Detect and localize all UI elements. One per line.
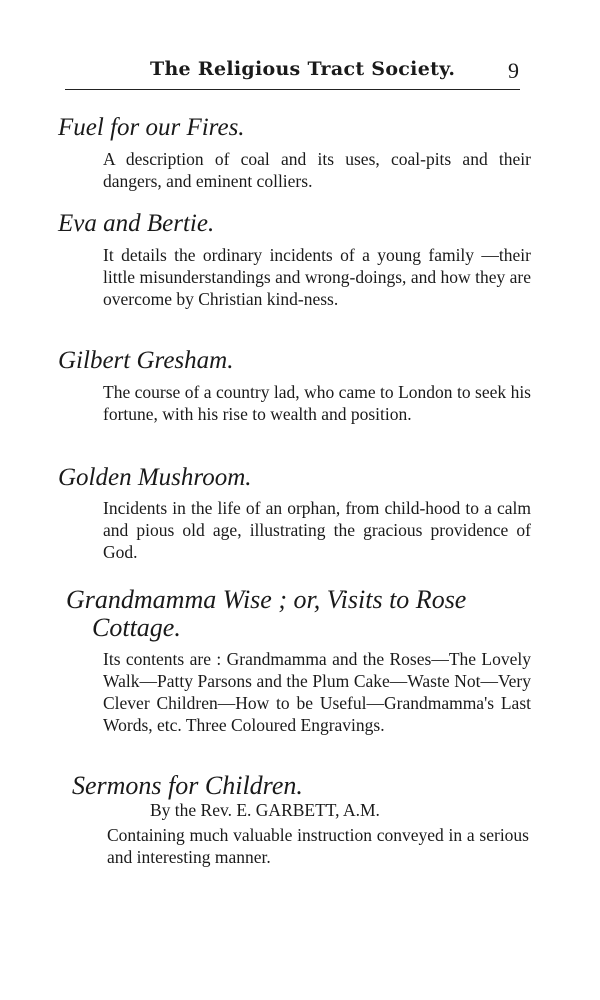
author-byline: By the Rev. E. GARBETT, A.M. — [150, 800, 380, 820]
entry-description: Its contents are : Grandmamma and the Roses—The Lovely Walk—Patty Parsons and the Plum Cake—Waste Not—Very Clever Children—How to be Useful—Grandmamma's Last Words, etc. Three Coloured Engravings. — [103, 649, 531, 735]
entry-title: Gilbert Gresham. — [58, 347, 234, 374]
entry-title: Fuel for our Fires. — [58, 114, 245, 141]
entry-title: Grandmamma Wise ; or, Visits to Rose — [66, 585, 467, 614]
header-rule — [65, 89, 520, 90]
entry-description: Containing much valuable instruction conveyed in a serious and interesting manner. — [107, 825, 529, 867]
entry-description: Incidents in the life of an orphan, from child-hood to a calm and pious old age, illustrating the gracious providence of God. — [103, 498, 531, 562]
page-number: 9 — [508, 58, 519, 83]
entry-title: Sermons for Children. — [72, 771, 303, 800]
entry-description: It details the ordinary incidents of a young family —their little misunderstandings and wrong-doings, and how they are overcome by Christian kind-ness. — [103, 245, 531, 309]
entry-description: A description of coal and its uses, coal-pits and their dangers, and eminent colliers. — [103, 149, 531, 191]
page-header — [0, 56, 600, 88]
entry-title: Eva and Bertie. — [58, 210, 215, 237]
entry-title-continued: Cottage. — [92, 613, 181, 642]
running-title: The Religious Tract Society. — [150, 58, 456, 80]
entry-description: The course of a country lad, who came to London to seek his fortune, with his rise to wealth and position. — [103, 382, 531, 424]
entry-title: Golden Mushroom. — [58, 464, 252, 491]
